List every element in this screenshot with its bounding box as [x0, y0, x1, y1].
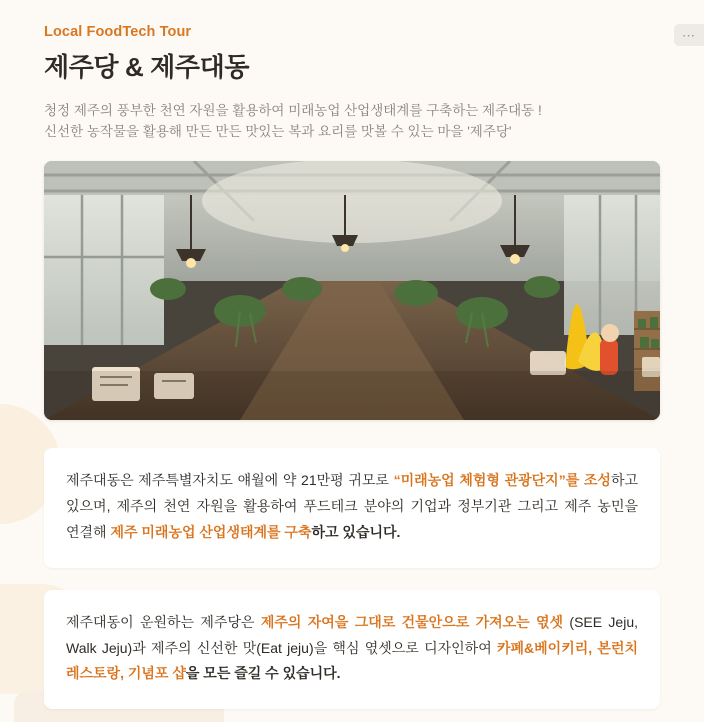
highlight-segment: “미래농업 체험형 관광단지”를 조성	[393, 472, 611, 489]
page-title: 제주당 & 제주대동	[44, 52, 250, 82]
ellipsis-icon: ⋯	[682, 27, 696, 43]
more-options-button[interactable]	[674, 24, 704, 46]
emphasis-segment: 하고 있습니다.	[311, 523, 401, 540]
text-segment: 제주대동이 운원하는 제주당은	[66, 613, 261, 630]
emphasis-segment: 을 모든 즐길 수 있습니다.	[185, 665, 341, 682]
text-segment: 하고 있으며, 제주의 천연 자원을 활용하여 푸드테크 분야의 기업과 정부기관 그리고 제주 농민을 연결해	[66, 472, 638, 540]
subtitle-line-2: 신선한 농작물을 활용해 만든 만든 맛있는 복과 요리를 맛볼 수 있는 마을 '제주당'	[44, 124, 512, 140]
hero-image	[44, 161, 660, 420]
hero-illustration	[44, 161, 660, 420]
article-page	[0, 24, 704, 709]
highlight-segment: 제주 미래농업 산업생태계를 구축	[110, 523, 312, 540]
subtitle-line-1: 청정 제주의 풍부한 천연 자원을 활용하여 미래농업 산업생태계를 구축하는 제주대동 !	[44, 103, 542, 119]
card-paragraph	[66, 468, 638, 546]
highlight-segment: 제주의 자여을 그대로 건물안으로 가져오는 엯셋	[260, 613, 564, 630]
highlight-segment: 카폐&베이키리, 본런치 레스토랑, 기념포 샵	[66, 639, 638, 682]
text-segment: (SEE Jeju, Walk Jeju)과 제주의 신선한 맛(Eat jeju)을 핵심 엯셋으로 디자인하여	[66, 613, 638, 656]
content-card-jejudaedong	[44, 448, 660, 568]
eyebrow-label: Local FoodTech Tour	[44, 24, 192, 40]
page-subtitle	[44, 101, 660, 143]
content-card-jejudang	[44, 590, 660, 710]
text-segment: 제주대동은 제주특별자치도 얘월에 약 21만평 귀모로	[66, 472, 394, 489]
card-paragraph	[66, 610, 638, 688]
